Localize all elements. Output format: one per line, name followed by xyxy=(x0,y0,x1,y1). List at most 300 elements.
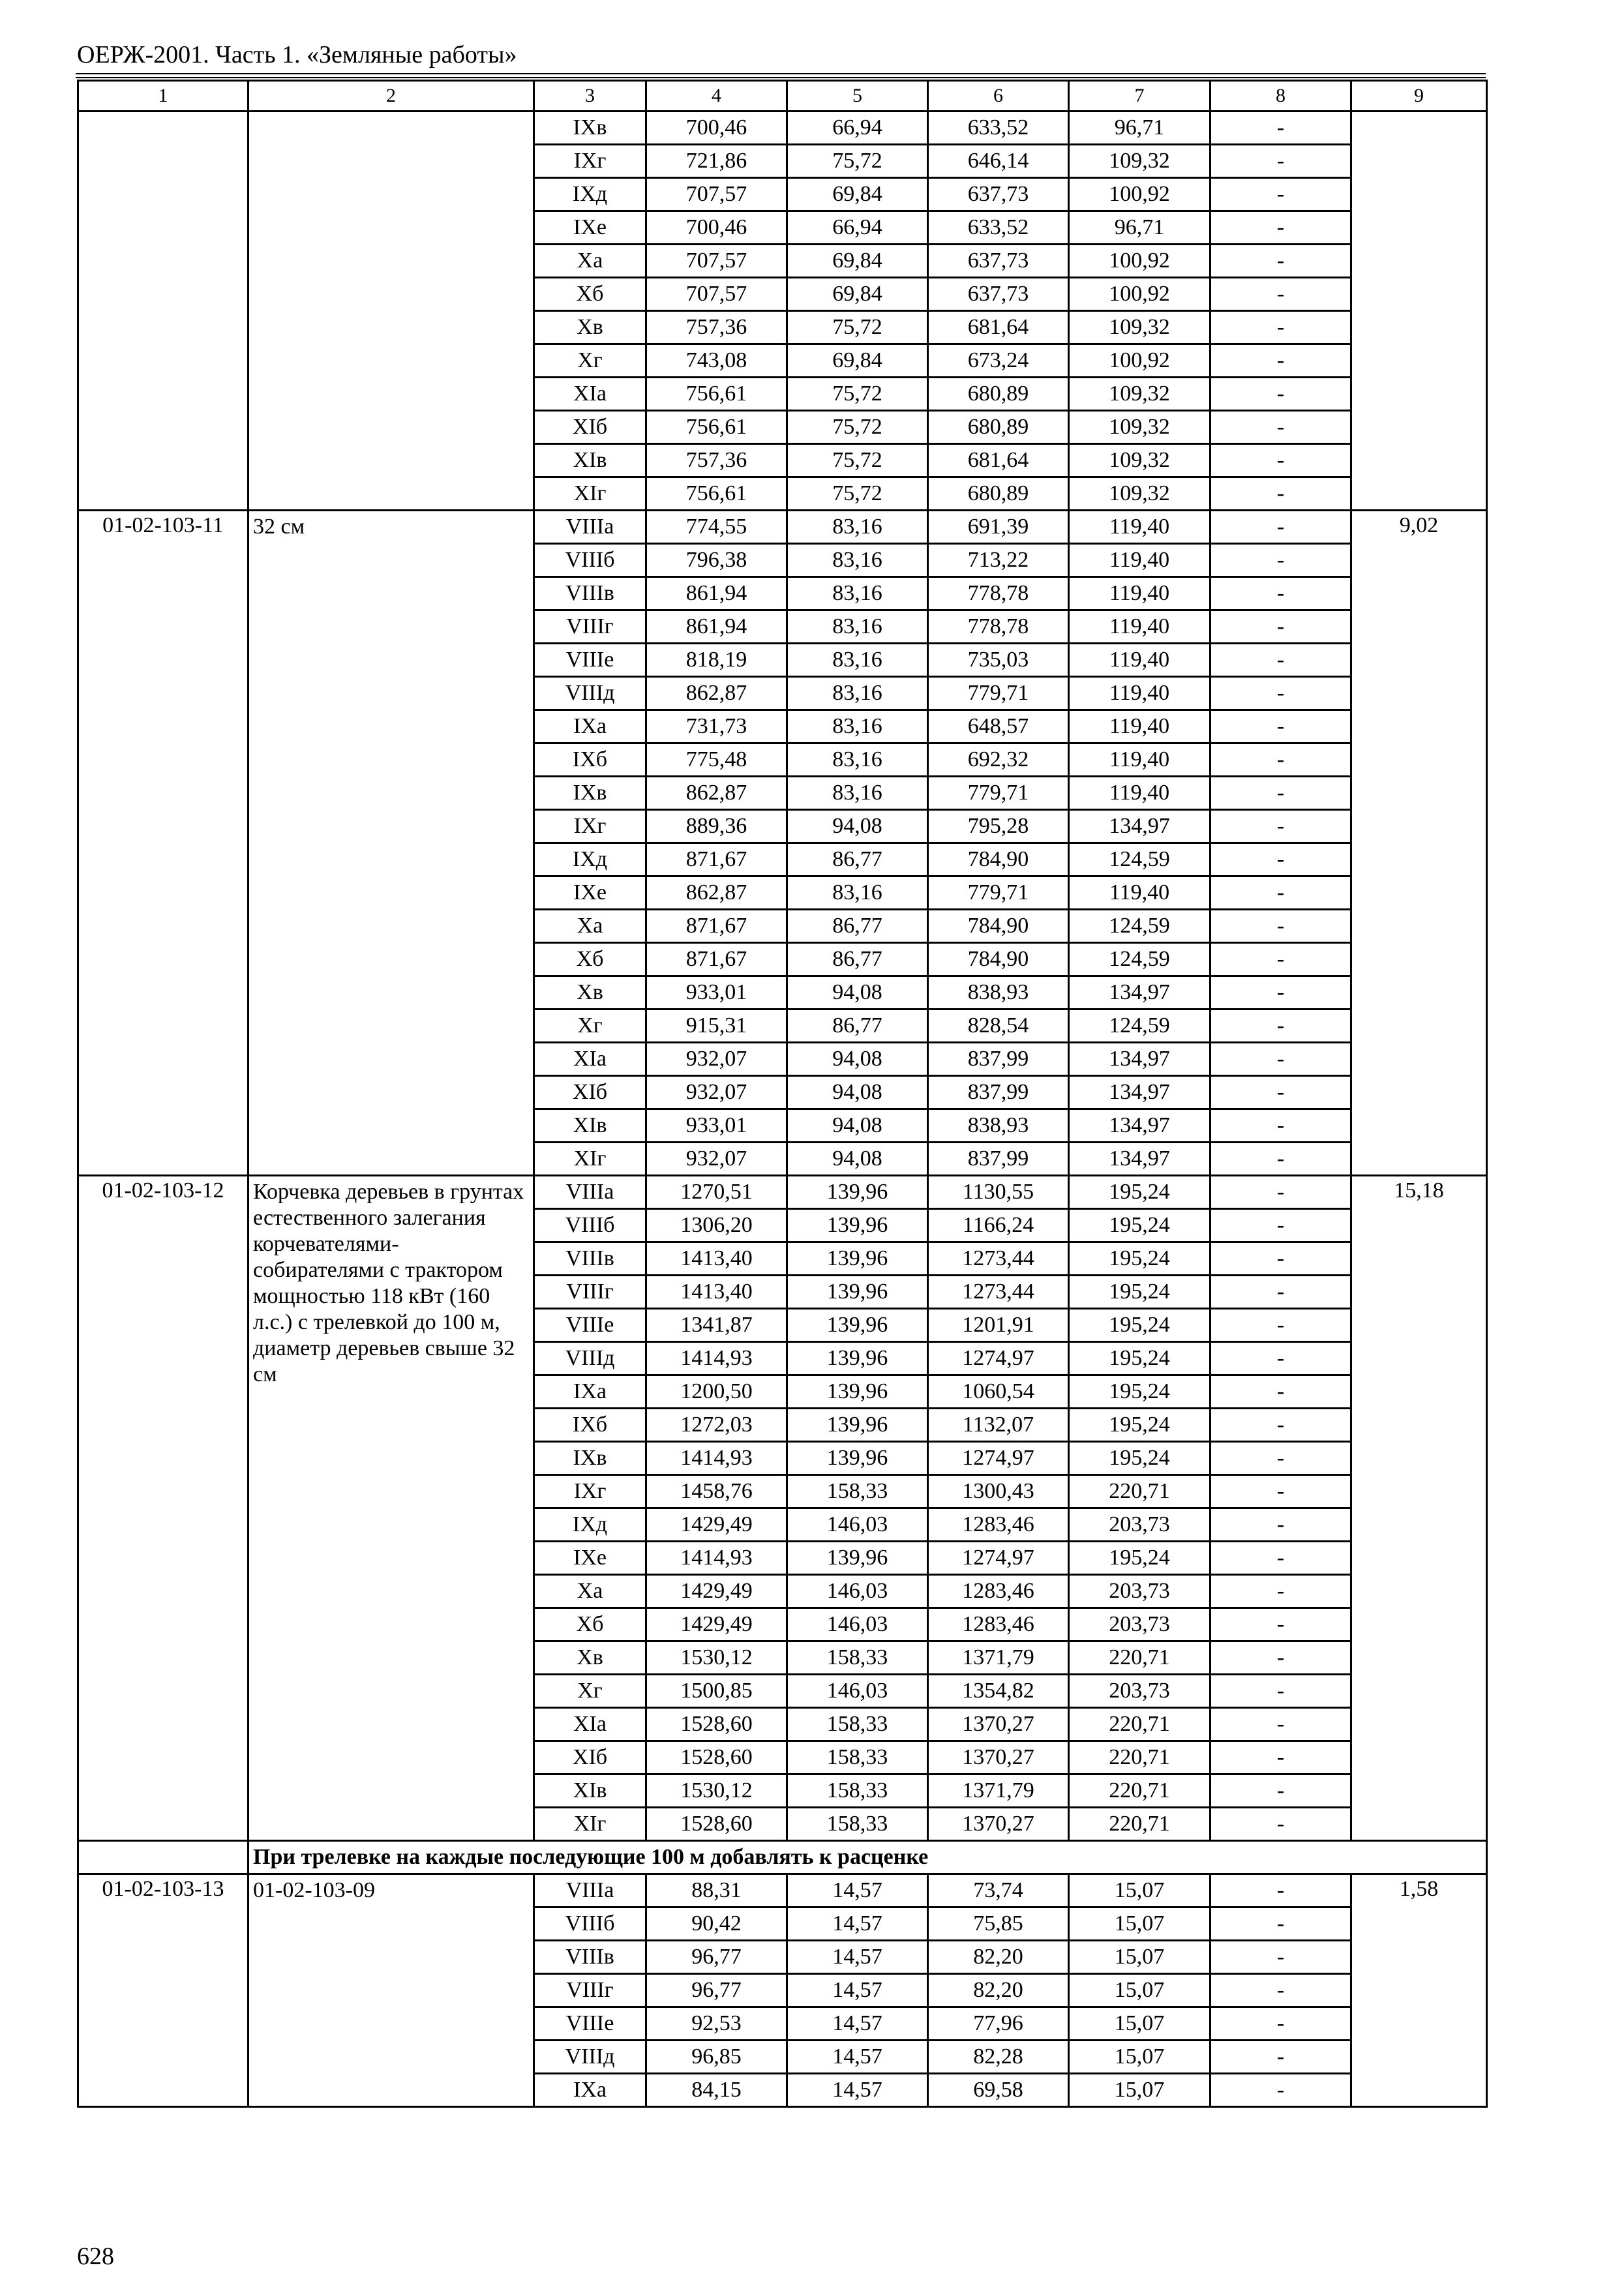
value-cell: 871,67 xyxy=(646,910,787,943)
value-cell: 871,67 xyxy=(646,943,787,976)
value-cell: 84,15 xyxy=(646,2074,787,2107)
value-cell: - xyxy=(1210,1542,1351,1575)
soil-category-cell: VIIIд xyxy=(534,2041,646,2074)
soil-category-cell: VIIIб xyxy=(534,544,646,577)
soil-category-cell: IXд xyxy=(534,843,646,876)
soil-category-cell: IXв xyxy=(534,112,646,145)
work-description-cell: 01-02-103-09 xyxy=(248,1874,534,2107)
value-cell: 195,24 xyxy=(1069,1276,1210,1309)
soil-category-cell: VIIIд xyxy=(534,677,646,710)
soil-category-cell: IXв xyxy=(534,777,646,810)
value-cell: - xyxy=(1210,943,1351,976)
value-cell: 119,40 xyxy=(1069,610,1210,644)
value-cell: 915,31 xyxy=(646,1010,787,1043)
value-cell: 88,31 xyxy=(646,1874,787,1908)
header-rule xyxy=(76,73,1486,78)
value-cell: 139,96 xyxy=(787,1209,928,1242)
value-cell: 195,24 xyxy=(1069,1209,1210,1242)
soil-category-cell: VIIIг xyxy=(534,1974,646,2007)
value-cell: - xyxy=(1210,1508,1351,1542)
value-cell: 1274,97 xyxy=(928,1342,1069,1375)
value-cell: 69,58 xyxy=(928,2074,1069,2107)
value-cell: 146,03 xyxy=(787,1675,928,1708)
value-cell: - xyxy=(1210,1774,1351,1808)
soil-category-cell: XIг xyxy=(534,1143,646,1176)
value-cell: - xyxy=(1210,1143,1351,1176)
value-cell: 119,40 xyxy=(1069,743,1210,777)
value-cell: - xyxy=(1210,544,1351,577)
value-cell: 933,01 xyxy=(646,1109,787,1143)
value-cell: 889,36 xyxy=(646,810,787,843)
soil-category-cell: IXа xyxy=(534,710,646,743)
column-number: 4 xyxy=(646,81,787,112)
soil-category-cell: IXг xyxy=(534,145,646,178)
value-cell: - xyxy=(1210,1708,1351,1741)
value-cell: 69,84 xyxy=(787,344,928,378)
value-cell: 94,08 xyxy=(787,1143,928,1176)
value-cell: - xyxy=(1210,211,1351,245)
soil-category-cell: Xв xyxy=(534,1641,646,1675)
soil-category-cell: VIIIе xyxy=(534,2007,646,2041)
value-cell: 75,72 xyxy=(787,444,928,477)
value-cell: 124,59 xyxy=(1069,910,1210,943)
value-cell: 86,77 xyxy=(787,943,928,976)
section-blank-cell xyxy=(78,1841,248,1874)
value-cell: - xyxy=(1210,145,1351,178)
value-cell: 1132,07 xyxy=(928,1409,1069,1442)
value-cell: - xyxy=(1210,577,1351,610)
value-cell: 66,94 xyxy=(787,112,928,145)
value-cell: 1429,49 xyxy=(646,1575,787,1608)
value-cell: 86,77 xyxy=(787,910,928,943)
value-cell: - xyxy=(1210,2007,1351,2041)
value-cell: 14,57 xyxy=(787,1908,928,1941)
column-number: 2 xyxy=(248,81,534,112)
value-cell: 100,92 xyxy=(1069,245,1210,278)
value-cell: 1270,51 xyxy=(646,1176,787,1209)
value-cell: 134,97 xyxy=(1069,1143,1210,1176)
value-cell: 75,72 xyxy=(787,378,928,411)
value-cell: 119,40 xyxy=(1069,876,1210,910)
value-cell: 1528,60 xyxy=(646,1808,787,1841)
soil-category-cell: XIб xyxy=(534,1076,646,1109)
value-cell: 15,07 xyxy=(1069,2041,1210,2074)
value-cell: 94,08 xyxy=(787,1043,928,1076)
value-cell: 15,07 xyxy=(1069,1908,1210,1941)
soil-category-cell: IXд xyxy=(534,1508,646,1542)
value-cell: - xyxy=(1210,344,1351,378)
value-cell: 1370,27 xyxy=(928,1808,1069,1841)
value-cell: 75,72 xyxy=(787,411,928,444)
value-cell: 1413,40 xyxy=(646,1242,787,1276)
value-cell: 15,07 xyxy=(1069,1941,1210,1974)
value-cell: 707,57 xyxy=(646,178,787,211)
soil-category-cell: VIIIб xyxy=(534,1908,646,1941)
value-cell: 784,90 xyxy=(928,910,1069,943)
value-cell: - xyxy=(1210,1209,1351,1242)
soil-category-cell: VIIIа xyxy=(534,511,646,544)
value-cell: 220,71 xyxy=(1069,1808,1210,1841)
soil-category-cell: IXб xyxy=(534,1409,646,1442)
value-cell: - xyxy=(1210,1641,1351,1675)
table-row xyxy=(78,112,1487,145)
value-cell: 96,77 xyxy=(646,1974,787,2007)
soil-category-cell: Xа xyxy=(534,910,646,943)
value-cell: - xyxy=(1210,910,1351,943)
value-cell: - xyxy=(1210,610,1351,644)
value-cell: 1414,93 xyxy=(646,1542,787,1575)
value-cell: 90,42 xyxy=(646,1908,787,1941)
value-cell: 1300,43 xyxy=(928,1475,1069,1508)
value-cell: - xyxy=(1210,1608,1351,1641)
soil-category-cell: VIIIг xyxy=(534,610,646,644)
soil-category-cell: XIг xyxy=(534,477,646,511)
value-cell: 109,32 xyxy=(1069,145,1210,178)
soil-category-cell: IXб xyxy=(534,743,646,777)
soil-category-cell: IXе xyxy=(534,876,646,910)
value-cell: - xyxy=(1210,1242,1351,1276)
labor-cost-cell: 1,58 xyxy=(1351,1874,1487,2107)
value-cell: 86,77 xyxy=(787,1010,928,1043)
value-cell: 1528,60 xyxy=(646,1708,787,1741)
value-cell: 119,40 xyxy=(1069,644,1210,677)
value-cell: 15,07 xyxy=(1069,2074,1210,2107)
soil-category-cell: Xб xyxy=(534,943,646,976)
value-cell: 1166,24 xyxy=(928,1209,1069,1242)
soil-category-cell: IXв xyxy=(534,1442,646,1475)
value-cell: 1274,97 xyxy=(928,1442,1069,1475)
value-cell: - xyxy=(1210,477,1351,511)
value-cell: 146,03 xyxy=(787,1608,928,1641)
value-cell: 933,01 xyxy=(646,976,787,1010)
value-cell: 633,52 xyxy=(928,211,1069,245)
value-cell: - xyxy=(1210,2074,1351,2107)
value-cell: - xyxy=(1210,444,1351,477)
soil-category-cell: IXг xyxy=(534,810,646,843)
value-cell: 73,74 xyxy=(928,1874,1069,1908)
value-cell: 756,61 xyxy=(646,477,787,511)
value-cell: 139,96 xyxy=(787,1409,928,1442)
table-row xyxy=(78,1176,1487,1209)
value-cell: 69,84 xyxy=(787,245,928,278)
value-cell: 158,33 xyxy=(787,1741,928,1774)
section-row xyxy=(78,1841,1487,1874)
value-cell: - xyxy=(1210,1043,1351,1076)
value-cell: - xyxy=(1210,1375,1351,1409)
value-cell: 14,57 xyxy=(787,2007,928,2041)
page-header: ОЕРЖ-2001. Часть 1. «Земляные работы» xyxy=(77,41,517,68)
soil-category-cell: VIIIв xyxy=(534,1242,646,1276)
value-cell: 1370,27 xyxy=(928,1708,1069,1741)
value-cell: - xyxy=(1210,1475,1351,1508)
value-cell: 158,33 xyxy=(787,1475,928,1508)
value-cell: 82,20 xyxy=(928,1974,1069,2007)
soil-category-cell: XIв xyxy=(534,444,646,477)
value-cell: 195,24 xyxy=(1069,1309,1210,1342)
value-cell: 637,73 xyxy=(928,278,1069,311)
value-cell: 862,87 xyxy=(646,677,787,710)
value-cell: 861,94 xyxy=(646,577,787,610)
value-cell: 707,57 xyxy=(646,245,787,278)
value-cell: 15,07 xyxy=(1069,1874,1210,1908)
value-cell: 83,16 xyxy=(787,511,928,544)
column-number: 7 xyxy=(1069,81,1210,112)
value-cell: - xyxy=(1210,1076,1351,1109)
value-cell: - xyxy=(1210,1808,1351,1841)
value-cell: 109,32 xyxy=(1069,444,1210,477)
value-cell: - xyxy=(1210,1109,1351,1143)
value-cell: 779,71 xyxy=(928,677,1069,710)
value-cell: - xyxy=(1210,1276,1351,1309)
column-number: 1 xyxy=(78,81,248,112)
value-cell: - xyxy=(1210,843,1351,876)
soil-category-cell: Xг xyxy=(534,344,646,378)
value-cell: 119,40 xyxy=(1069,777,1210,810)
value-cell: 1283,46 xyxy=(928,1575,1069,1608)
column-number: 5 xyxy=(787,81,928,112)
soil-category-cell: XIв xyxy=(534,1109,646,1143)
value-cell: 203,73 xyxy=(1069,1508,1210,1542)
column-number: 6 xyxy=(928,81,1069,112)
value-cell: - xyxy=(1210,112,1351,145)
value-cell: 134,97 xyxy=(1069,810,1210,843)
value-cell: 146,03 xyxy=(787,1508,928,1542)
value-cell: 158,33 xyxy=(787,1641,928,1675)
value-cell: 1370,27 xyxy=(928,1741,1069,1774)
rate-code-cell: 01-02-103-12 xyxy=(78,1176,248,1841)
soil-category-cell: Xв xyxy=(534,311,646,344)
value-cell: 92,53 xyxy=(646,2007,787,2041)
value-cell: - xyxy=(1210,1908,1351,1941)
value-cell: 100,92 xyxy=(1069,178,1210,211)
value-cell: 139,96 xyxy=(787,1542,928,1575)
value-cell: 646,14 xyxy=(928,145,1069,178)
value-cell: 743,08 xyxy=(646,344,787,378)
value-cell: 862,87 xyxy=(646,876,787,910)
soil-category-cell: Xб xyxy=(534,1608,646,1641)
value-cell: - xyxy=(1210,810,1351,843)
value-cell: 109,32 xyxy=(1069,378,1210,411)
value-cell: 1306,20 xyxy=(646,1209,787,1242)
column-number: 9 xyxy=(1351,81,1487,112)
value-cell: 1458,76 xyxy=(646,1475,787,1508)
value-cell: 1341,87 xyxy=(646,1309,787,1342)
value-cell: 83,16 xyxy=(787,777,928,810)
value-cell: 818,19 xyxy=(646,644,787,677)
value-cell: 637,73 xyxy=(928,178,1069,211)
value-cell: 1200,50 xyxy=(646,1375,787,1409)
value-cell: 119,40 xyxy=(1069,577,1210,610)
value-cell: 134,97 xyxy=(1069,1109,1210,1143)
soil-category-cell: VIIIг xyxy=(534,1276,646,1309)
value-cell: 1414,93 xyxy=(646,1442,787,1475)
page-number: 628 xyxy=(77,2243,114,2270)
section-heading: При трелевке на каждые последующие 100 м добавлять к расценке xyxy=(248,1841,1487,1874)
value-cell: - xyxy=(1210,2041,1351,2074)
value-cell: - xyxy=(1210,1974,1351,2007)
value-cell: - xyxy=(1210,1941,1351,1974)
value-cell: 119,40 xyxy=(1069,710,1210,743)
value-cell: 195,24 xyxy=(1069,1176,1210,1209)
value-cell: 82,28 xyxy=(928,2041,1069,2074)
soil-category-cell: XIг xyxy=(534,1808,646,1841)
value-cell: 756,61 xyxy=(646,411,787,444)
value-cell: 139,96 xyxy=(787,1176,928,1209)
value-cell: 139,96 xyxy=(787,1276,928,1309)
value-cell: 119,40 xyxy=(1069,677,1210,710)
value-cell: 15,07 xyxy=(1069,2007,1210,2041)
value-cell: 94,08 xyxy=(787,976,928,1010)
value-cell: 691,39 xyxy=(928,511,1069,544)
value-cell: 680,89 xyxy=(928,378,1069,411)
value-cell: 195,24 xyxy=(1069,1542,1210,1575)
value-cell: 100,92 xyxy=(1069,344,1210,378)
value-cell: 932,07 xyxy=(646,1043,787,1076)
value-cell: 1429,49 xyxy=(646,1608,787,1641)
value-cell: 195,24 xyxy=(1069,1442,1210,1475)
value-cell: 220,71 xyxy=(1069,1741,1210,1774)
value-cell: 83,16 xyxy=(787,544,928,577)
value-cell: - xyxy=(1210,1874,1351,1908)
value-cell: 692,32 xyxy=(928,743,1069,777)
value-cell: 795,28 xyxy=(928,810,1069,843)
value-cell: 14,57 xyxy=(787,2041,928,2074)
value-cell: 871,67 xyxy=(646,843,787,876)
value-cell: 1273,44 xyxy=(928,1276,1069,1309)
soil-category-cell: Xв xyxy=(534,976,646,1010)
column-number-row xyxy=(78,81,1487,112)
value-cell: 158,33 xyxy=(787,1774,928,1808)
value-cell: - xyxy=(1210,644,1351,677)
value-cell: 220,71 xyxy=(1069,1475,1210,1508)
value-cell: 96,85 xyxy=(646,2041,787,2074)
value-cell: 757,36 xyxy=(646,444,787,477)
value-cell: 1530,12 xyxy=(646,1641,787,1675)
value-cell: 1283,46 xyxy=(928,1508,1069,1542)
soil-category-cell: Xг xyxy=(534,1010,646,1043)
value-cell: 837,99 xyxy=(928,1143,1069,1176)
value-cell: - xyxy=(1210,1575,1351,1608)
value-cell: 1201,91 xyxy=(928,1309,1069,1342)
value-cell: 119,40 xyxy=(1069,511,1210,544)
value-cell: 119,40 xyxy=(1069,544,1210,577)
value-cell: 1274,97 xyxy=(928,1542,1069,1575)
value-cell: 1130,55 xyxy=(928,1176,1069,1209)
value-cell: 220,71 xyxy=(1069,1641,1210,1675)
value-cell: 158,33 xyxy=(787,1708,928,1741)
value-cell: 195,24 xyxy=(1069,1409,1210,1442)
value-cell: 94,08 xyxy=(787,810,928,843)
value-cell: 69,84 xyxy=(787,178,928,211)
value-cell: 66,94 xyxy=(787,211,928,245)
value-cell: 124,59 xyxy=(1069,843,1210,876)
value-cell: 673,24 xyxy=(928,344,1069,378)
column-number: 8 xyxy=(1210,81,1351,112)
value-cell: - xyxy=(1210,876,1351,910)
value-cell: - xyxy=(1210,178,1351,211)
value-cell: 83,16 xyxy=(787,710,928,743)
value-cell: - xyxy=(1210,511,1351,544)
value-cell: 1273,44 xyxy=(928,1242,1069,1276)
soil-category-cell: IXа xyxy=(534,1375,646,1409)
value-cell: 861,94 xyxy=(646,610,787,644)
value-cell: 680,89 xyxy=(928,411,1069,444)
value-cell: 195,24 xyxy=(1069,1242,1210,1276)
value-cell: - xyxy=(1210,976,1351,1010)
value-cell: 707,57 xyxy=(646,278,787,311)
value-cell: 83,16 xyxy=(787,876,928,910)
value-cell: 796,38 xyxy=(646,544,787,577)
work-description-cell: 32 см xyxy=(248,511,534,1176)
value-cell: 109,32 xyxy=(1069,477,1210,511)
value-cell: 134,97 xyxy=(1069,1076,1210,1109)
value-cell: 778,78 xyxy=(928,610,1069,644)
value-cell: 1354,82 xyxy=(928,1675,1069,1708)
soil-category-cell: IXд xyxy=(534,178,646,211)
value-cell: 82,20 xyxy=(928,1941,1069,1974)
value-cell: 83,16 xyxy=(787,677,928,710)
soil-category-cell: XIб xyxy=(534,1741,646,1774)
value-cell: - xyxy=(1210,311,1351,344)
value-cell: 75,72 xyxy=(787,311,928,344)
rates-table xyxy=(77,80,1488,2108)
value-cell: 838,93 xyxy=(928,1109,1069,1143)
value-cell: 15,07 xyxy=(1069,1974,1210,2007)
soil-category-cell: VIIIд xyxy=(534,1342,646,1375)
value-cell: 680,89 xyxy=(928,477,1069,511)
value-cell: 96,71 xyxy=(1069,112,1210,145)
soil-category-cell: VIIIв xyxy=(534,577,646,610)
value-cell: 774,55 xyxy=(646,511,787,544)
value-cell: 94,08 xyxy=(787,1109,928,1143)
soil-category-cell: VIIIе xyxy=(534,644,646,677)
value-cell: - xyxy=(1210,1675,1351,1708)
value-cell: 1272,03 xyxy=(646,1409,787,1442)
value-cell: 757,36 xyxy=(646,311,787,344)
value-cell: 75,72 xyxy=(787,477,928,511)
value-cell: - xyxy=(1210,1442,1351,1475)
value-cell: - xyxy=(1210,710,1351,743)
soil-category-cell: VIIIб xyxy=(534,1209,646,1242)
value-cell: 731,73 xyxy=(646,710,787,743)
value-cell: - xyxy=(1210,1741,1351,1774)
value-cell: 1371,79 xyxy=(928,1641,1069,1675)
labor-cost-cell: 9,02 xyxy=(1351,511,1487,1176)
soil-category-cell: VIIIе xyxy=(534,1309,646,1342)
value-cell: 83,16 xyxy=(787,577,928,610)
value-cell: - xyxy=(1210,278,1351,311)
work-description-cell xyxy=(248,112,534,511)
value-cell: 633,52 xyxy=(928,112,1069,145)
table-row xyxy=(78,511,1487,544)
soil-category-cell: XIв xyxy=(534,1774,646,1808)
value-cell: - xyxy=(1210,1176,1351,1209)
value-cell: - xyxy=(1210,1409,1351,1442)
value-cell: 1528,60 xyxy=(646,1741,787,1774)
value-cell: 837,99 xyxy=(928,1076,1069,1109)
value-cell: 1429,49 xyxy=(646,1508,787,1542)
soil-category-cell: Xб xyxy=(534,278,646,311)
value-cell: 828,54 xyxy=(928,1010,1069,1043)
value-cell: 203,73 xyxy=(1069,1575,1210,1608)
value-cell: 784,90 xyxy=(928,843,1069,876)
value-cell: 124,59 xyxy=(1069,1010,1210,1043)
value-cell: 195,24 xyxy=(1069,1375,1210,1409)
soil-category-cell: Xа xyxy=(534,245,646,278)
value-cell: 14,57 xyxy=(787,1974,928,2007)
value-cell: 681,64 xyxy=(928,311,1069,344)
value-cell: 838,93 xyxy=(928,976,1069,1010)
